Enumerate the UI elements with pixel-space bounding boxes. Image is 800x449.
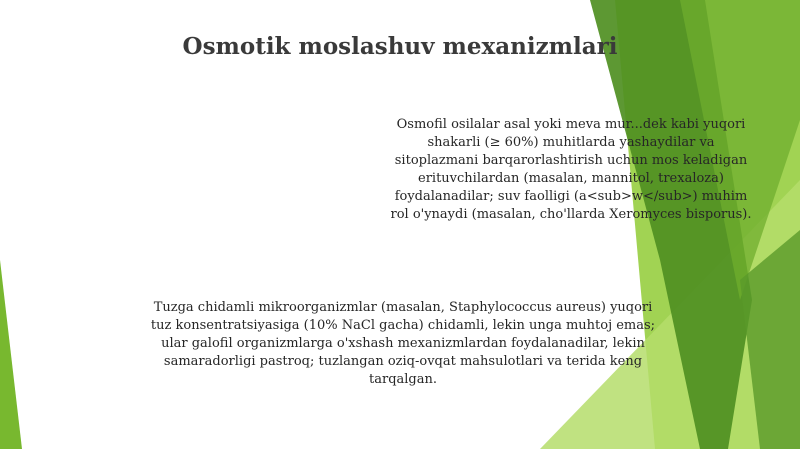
paragraph-osmophiles: Osmofil osilalar asal yoki meva mur...dek kabi yuqori shakarli (≥ 60%) muhitlarda yashaydilar va sitoplazmani barqarorlashtirish uchun mos keladigan erituvchilardan (masalan, mannitol, trexaloza) foydalanadilar; suv faolligi (a<sub>w</sub>) muhim rol o'ynaydi (masalan, cho'llarda Xeromyces bisporus). bbox=[390, 117, 752, 222]
left-green-sliver bbox=[0, 260, 22, 449]
paragraph-salt-tolerant: Tuzga chidamli mikroorganizmlar (masalan, Staphylococcus aureus) yuqori tuz konsentratsiyasiga (10% NaCl gacha) chidamli, lekin unga muhtoj emas; ular galofil organizmlarga o'xshash mexanizmlardan foydalanadilar, lekin samaradorligi pastroq; tuzlangan oziq-ovqat mahsulotlari va terida keng tarqalgan. bbox=[150, 300, 656, 387]
slide-title: Osmotik moslashuv mexanizmlari bbox=[182, 33, 618, 60]
